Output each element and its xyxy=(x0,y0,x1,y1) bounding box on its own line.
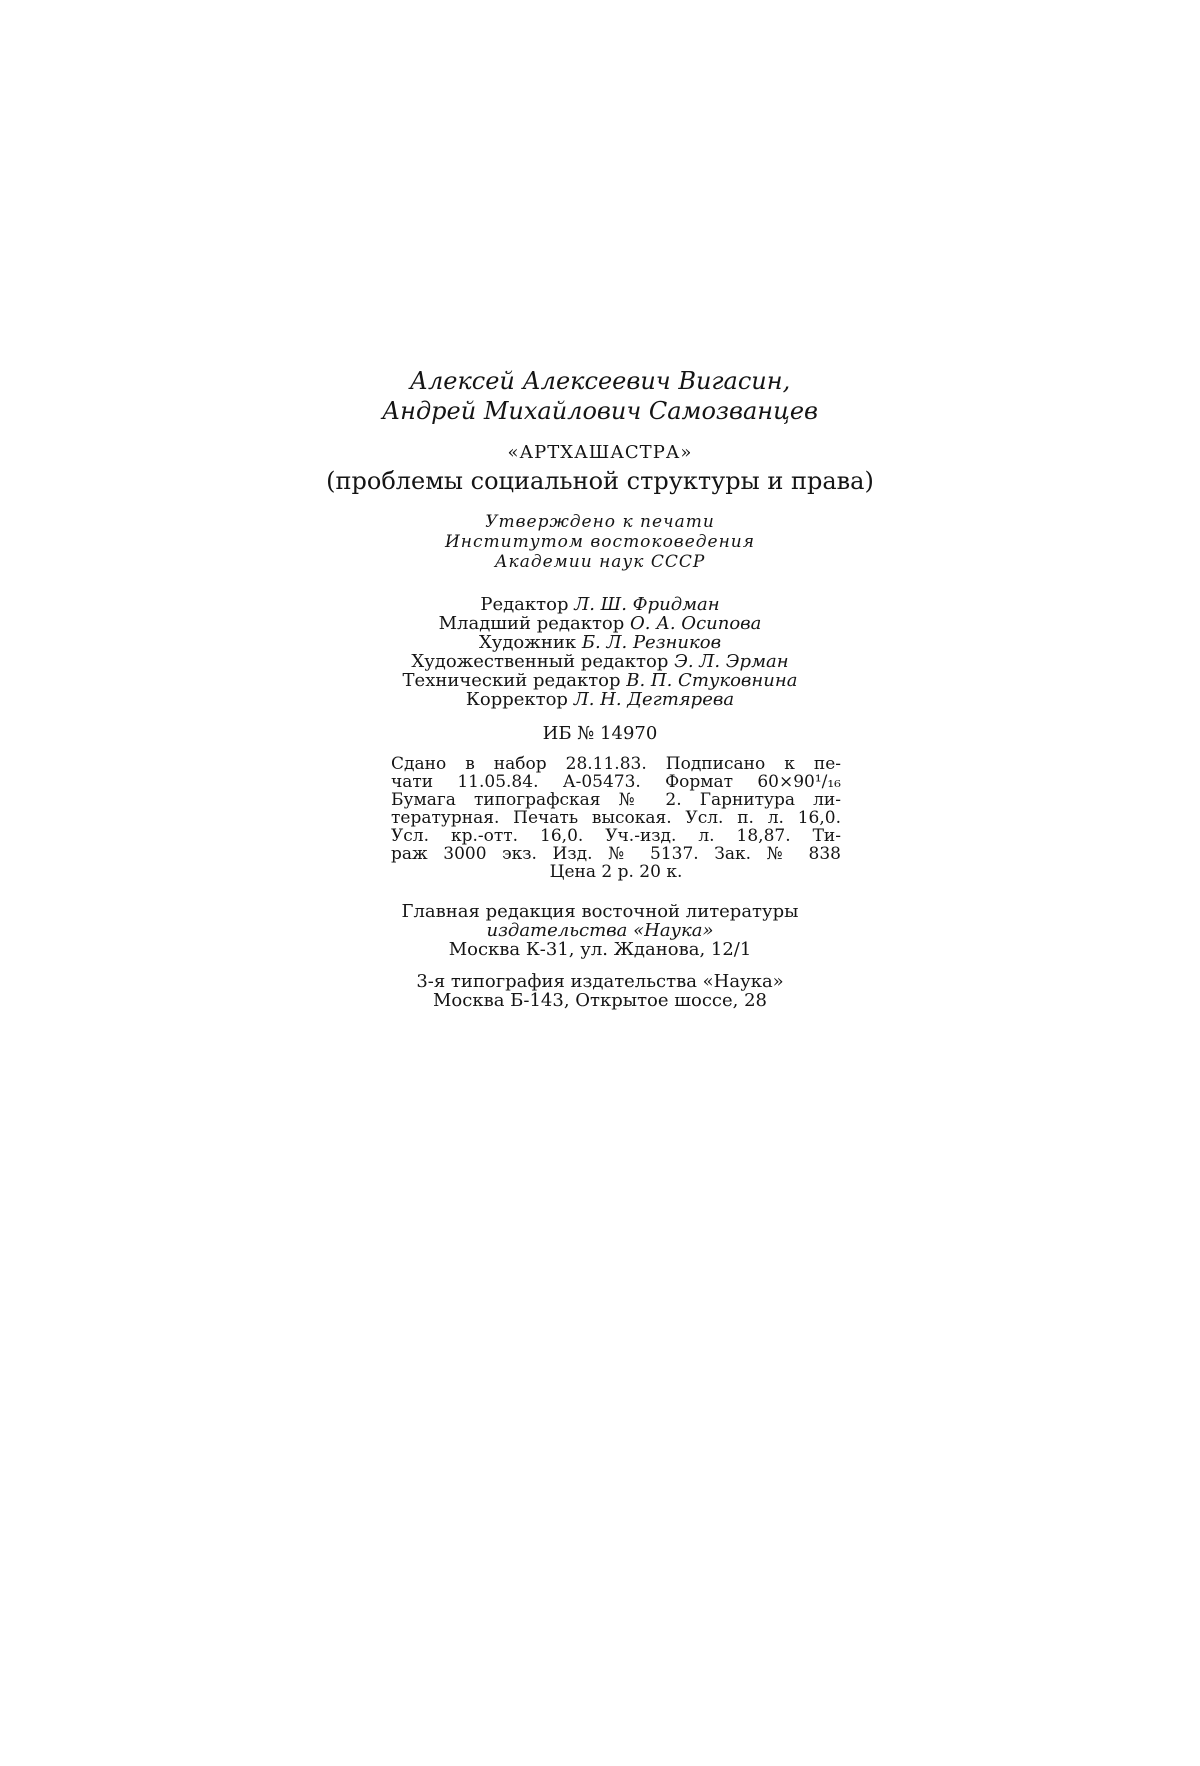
imprint-line: Сдано в набор 28.11.83. Подписано к пе- xyxy=(391,754,841,774)
printer-address: Москва Б-143, Открытое шоссе, 28 xyxy=(432,990,767,1011)
staff-role: Художественный редактор xyxy=(411,651,669,672)
staff-credit xyxy=(0,595,1200,614)
printer-line: 3-я типография издательства «Наука» xyxy=(416,971,784,992)
staff-role: Корректор xyxy=(465,689,568,710)
ib-number: ИБ № 14970 xyxy=(542,723,658,744)
title-block xyxy=(0,440,1200,496)
staff-credit xyxy=(0,633,1200,652)
staff-credits xyxy=(0,595,1200,709)
author-name: Андрей Михайлович Самозванцев xyxy=(381,397,818,425)
imprint-line: Усл. кр.-отт. 16,0. Уч.-изд. л. 18,87. Ти- xyxy=(391,826,841,846)
publisher-line: издательства «Наука» xyxy=(486,920,714,941)
staff-credit xyxy=(0,671,1200,690)
staff-name: Б. Л. Резников xyxy=(581,632,722,653)
imprint-details xyxy=(391,755,841,881)
approval-line: Утверждено к печати xyxy=(485,512,715,532)
printer-block xyxy=(0,972,1200,1010)
imprint-line: Бумага типографская № 2. Гарнитура ли- xyxy=(391,790,841,810)
staff-name: В. П. Стуковнина xyxy=(626,670,798,691)
book-title: «АРТХАШАСТРА» xyxy=(507,442,693,463)
publisher-address: Москва К-31, ул. Жданова, 12/1 xyxy=(448,939,752,960)
publisher-line: Главная редакция восточной литературы xyxy=(401,901,799,922)
price: Цена 2 р. 20 к. xyxy=(549,862,683,882)
staff-name: Э. Л. Эрман xyxy=(674,651,789,672)
authors-block xyxy=(0,366,1200,426)
staff-credit xyxy=(0,652,1200,671)
staff-role: Младший редактор xyxy=(438,613,625,634)
imprint-line: раж 3000 экз. Изд. № 5137. Зак. № 838 xyxy=(391,844,841,864)
staff-name: Л. Ш. Фридман xyxy=(574,594,720,615)
staff-credit xyxy=(0,690,1200,709)
publisher-block xyxy=(0,902,1200,959)
staff-role: Технический редактор xyxy=(402,670,621,691)
staff-role: Редактор xyxy=(480,594,569,615)
approval-block xyxy=(0,512,1200,572)
staff-name: О. А. Осипова xyxy=(630,613,762,634)
approval-line: Институтом востоковедения xyxy=(444,532,756,552)
approval-line: Академии наук СССР xyxy=(494,552,706,572)
staff-credit xyxy=(0,614,1200,633)
staff-name: Л. Н. Дегтярева xyxy=(573,689,735,710)
imprint-line: чати 11.05.84. А-05473. Формат 60×90¹/₁₆ xyxy=(391,772,841,792)
imprint-line: тературная. Печать высокая. Усл. п. л. 16,0. xyxy=(391,808,841,828)
author-name: Алексей Алексеевич Вигасин, xyxy=(409,367,791,395)
staff-role: Художник xyxy=(478,632,577,653)
book-subtitle: (проблемы социальной структуры и права) xyxy=(326,467,874,495)
